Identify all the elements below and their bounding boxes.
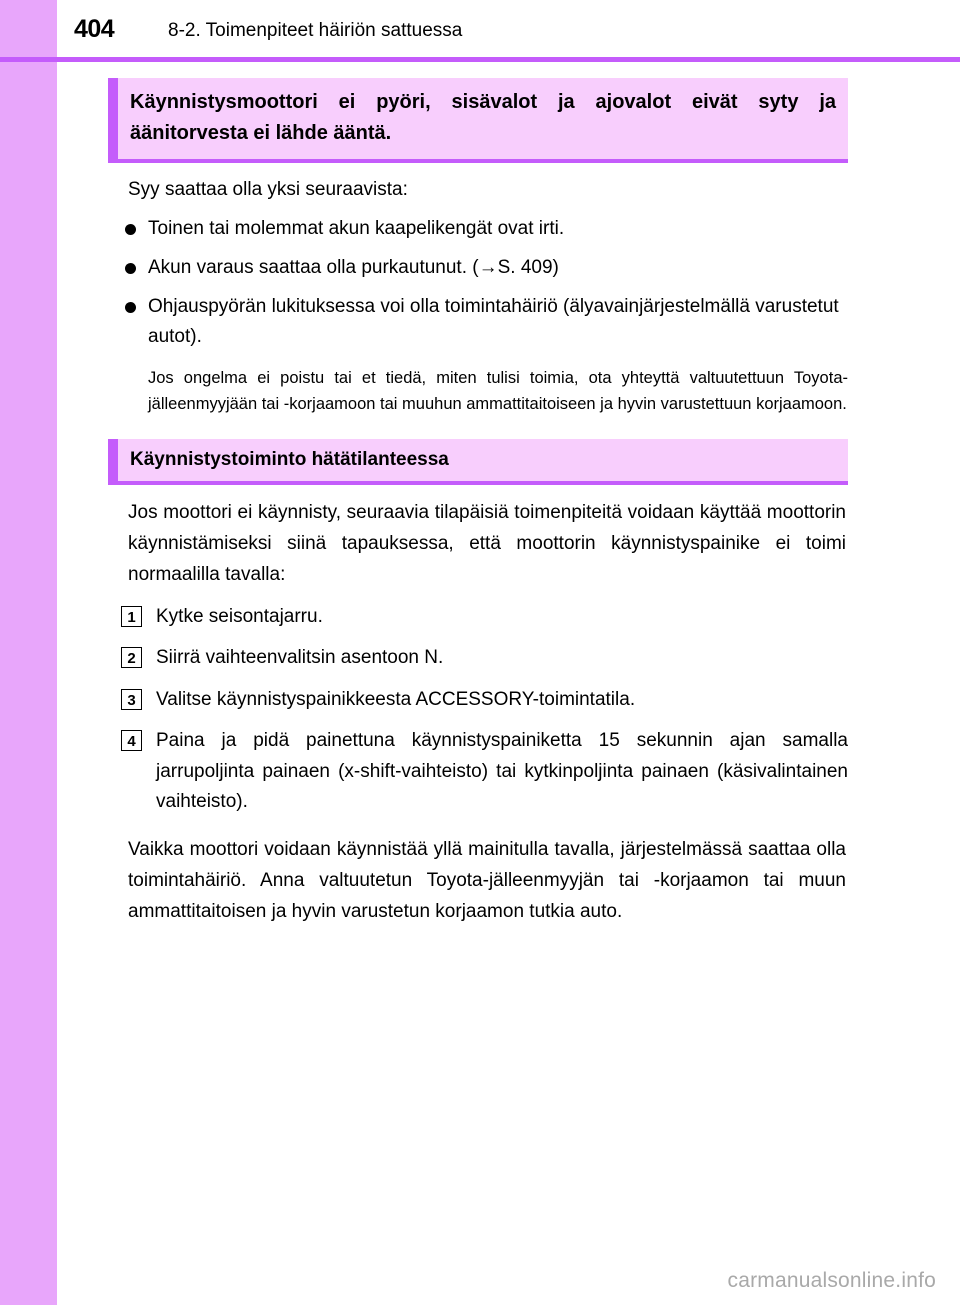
list-item-label: Ohjauspyörän lukituksessa voi olla toimintahäiriö (älyavainjärjestelmällä varustetut autot). [148, 296, 839, 348]
causes-intro-text: Syy saattaa olla yksi seuraavista: [128, 179, 408, 200]
list-item [108, 253, 848, 283]
list-item [108, 214, 848, 244]
list-item [108, 292, 848, 352]
emergency-section [108, 439, 848, 485]
page-content [108, 78, 848, 928]
list-item-label: Siirrä vaihteenvalitsin asentoon N. [156, 647, 444, 669]
list-item [108, 685, 848, 715]
emergency-steps-list [108, 602, 848, 817]
list-item [108, 643, 848, 673]
bullet-dot-icon [125, 302, 136, 313]
symptom-heading-line-1: Käynnistysmoottori ei pyöri, sisävalot ja ajovalot eivät syty ja [130, 91, 836, 113]
section-title: 8-2. Toimenpiteet häiriön sattuessa [168, 20, 463, 41]
emergency-closing-paragraph: Vaikka moottori voidaan käynnistää yllä mainitulla tavalla, järjestelmässä saattaa olla toimintahäiriö. Anna valtuutetun Toyota-jälleenmyyjän tai -korjaamon tai muun ammattitaitoisen ja hyvin varustetun korjaamon tutkia auto. [128, 839, 846, 923]
page-header [0, 0, 960, 58]
site-watermark: carmanualsonline.info [727, 1269, 936, 1292]
list-item-label: Toinen tai molemmat akun kaapelikengät ovat irti. [148, 218, 565, 240]
step-number-badge: 2 [121, 647, 142, 668]
emergency-intro-paragraph: Jos moottori ei käynnisty, seuraavia tilapäisiä toimenpiteitä voidaan käyttää moottorin käynnistämiseksi siinä tapauksessa, että moottorin käynnistyspainike ei toimi normaalilla tavalla: [128, 502, 846, 585]
list-item-label: Paina ja pidä painettuna käynnistyspainiketta 15 sekunnin ajan samalla jarrupoljinta painaen (x-shift-vaihteisto) tai kytkinpoljinta painaen (käsivalintainen vaihteisto). [156, 730, 848, 812]
symptom-heading-line-2: äänitorvesta ei lähde ääntä. [130, 122, 392, 144]
step-number-badge: 3 [121, 689, 142, 710]
step-number-badge: 4 [121, 730, 142, 751]
bullet-dot-icon [125, 224, 136, 235]
step-number-badge: 1 [121, 606, 142, 627]
page-edge-tab-band [0, 0, 57, 1305]
list-item-label: Kytke seisontajarru. [156, 605, 323, 627]
causes-note-paragraph: Jos ongelma ei poistu tai et tiedä, miten tulisi toimia, ota yhteyttä valtuutettuun Toyota-jälleenmyyjään tai -korjaamoon tai muuhun ammattitaitoiseen ja hyvin varustettuun korjaamoon. [148, 369, 848, 413]
header-divider-rule [0, 57, 960, 62]
list-item-label: Akun varaus saattaa olla purkautunut. (→S. 409) [148, 257, 559, 279]
list-item-label: Valitse käynnistyspainikkeesta ACCESSORY-toimintatila. [156, 688, 636, 710]
symptom-heading-box [108, 78, 848, 163]
emergency-heading-label: Käynnistystoiminto hätätilanteessa [130, 448, 449, 470]
list-item [108, 726, 848, 817]
page-number: 404 [74, 15, 115, 43]
emergency-heading-box [108, 439, 848, 485]
list-item [108, 602, 848, 632]
bullet-dot-icon [125, 263, 136, 274]
causes-bullet-list [108, 214, 848, 352]
